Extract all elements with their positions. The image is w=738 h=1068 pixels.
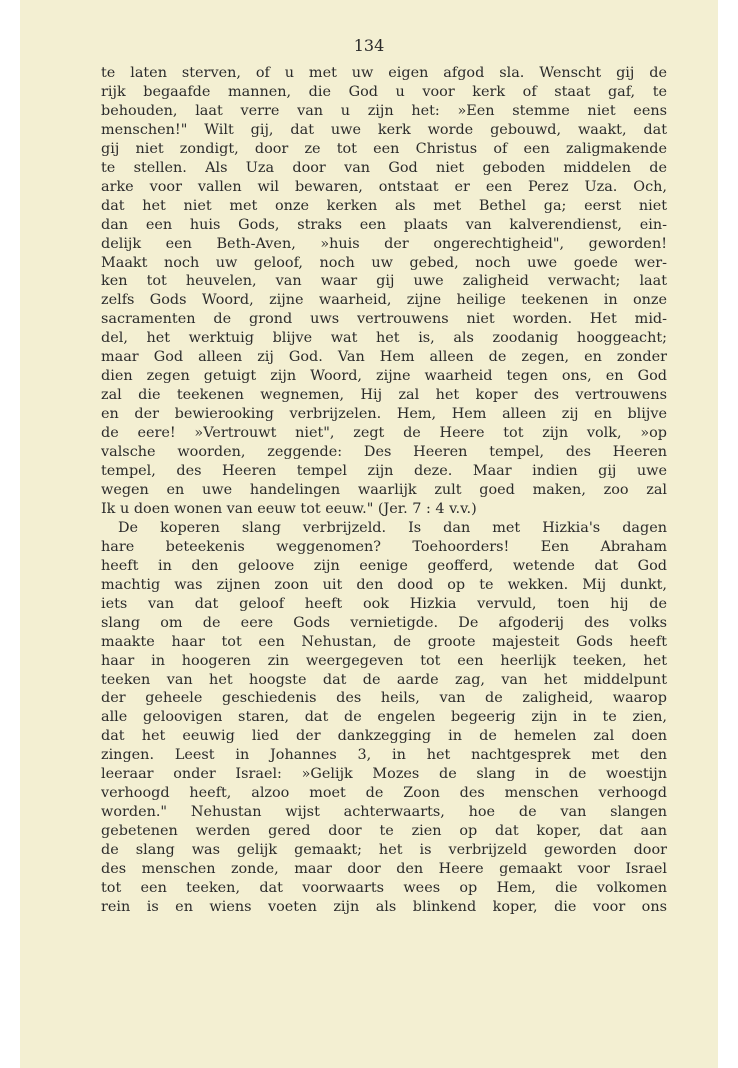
- text-line: en der bewierooking verbrijzelen. Hem, Hem alleen zij en blijve: [101, 406, 667, 423]
- text-line: verhoogd heeft, alzoo moet de Zoon des menschen verhoogd: [101, 785, 667, 802]
- text-line: dat het niet met onze kerken als met Bethel ga; eerst niet: [101, 197, 667, 214]
- text-line: maakte haar tot een Nehustan, de groote majesteit Gods heeft: [101, 633, 667, 650]
- text-line: zingen. Leest in Johannes 3, in het nachtgesprek met den: [101, 747, 667, 764]
- text-line: der geheele geschiedenis des heils, van de zaligheid, waarop: [101, 690, 667, 707]
- paragraph-first-line: De koperen slang verbrijzeld. Is dan met Hizkia's dagen: [118, 519, 667, 536]
- book-page: [20, 0, 718, 1068]
- body-text: [101, 64, 667, 917]
- text-line: dan een huis Gods, straks een plaats van kalverendienst, ein-: [101, 216, 667, 233]
- text-line: te laten sterven, of u met uw eigen afgod sla. Wenscht gij de: [101, 65, 667, 81]
- text-line: maar God alleen zij God. Van Hem alleen de zegen, en zonder: [101, 349, 667, 366]
- text-line: rein is en wiens voeten zijn als blinkend koper, die voor ons: [101, 898, 667, 915]
- text-line: iets van dat geloof heeft ook Hizkia vervuld, toen hij de: [101, 595, 667, 612]
- text-line: dat het eeuwig lied der dankzegging in de hemelen zal doen: [101, 728, 667, 745]
- page-number: 134: [353, 36, 385, 55]
- text-line: zal die teekenen wegnemen, Hij zal het koper des vertrouwens: [101, 387, 667, 404]
- text-line: hare beteekenis weggenomen? Toehoorders! Een Abraham: [101, 538, 667, 555]
- text-line: machtig was zijnen zoon uit den dood op te wekken. Mij dunkt,: [101, 576, 667, 593]
- text-line: de eere! »Vertrouwt niet", zegt de Heere tot zijn volk, »op: [101, 425, 667, 442]
- text-line: tot een teeken, dat voorwaarts wees op Hem, die volkomen: [101, 879, 667, 896]
- text-line: ken tot heuvelen, van waar gij uwe zaligheid verwacht; laat: [101, 273, 667, 290]
- text-line: tempel, des Heeren tempel zijn deze. Maar indien gij uwe: [101, 463, 667, 480]
- text-line: del, het werktuig blijve wat het is, als zoodanig hooggeacht;: [101, 330, 667, 347]
- text-line: slang om de eere Gods vernietigde. De afgoderij des volks: [101, 614, 667, 631]
- text-line: gij niet zondigt, door ze tot een Christus of een zaligmakende: [101, 140, 667, 157]
- text-line: wegen en uwe handelingen waarlijk zult goed maken, zoo zal: [101, 481, 667, 498]
- text-line: worden." Nehustan wijst achterwaarts, hoe de van slangen: [101, 804, 667, 821]
- text-line: teeken van het hoogste dat de aarde zag, van het middelpunt: [101, 671, 667, 688]
- text-line: Ik u doen wonen van eeuw tot eeuw." (Jer. 7 : 4 v.v.): [101, 500, 477, 517]
- text-line: valsche woorden, zeggende: Des Heeren tempel, des Heeren: [101, 444, 667, 461]
- text-line: delijk een Beth-Aven, »huis der ongerechtigheid", geworden!: [101, 235, 667, 252]
- text-line: behouden, laat verre van u zijn het: »Een stemme niet eens: [101, 102, 667, 119]
- text-line: rijk begaafde mannen, die God u voor kerk of staat gaf, te: [101, 83, 667, 100]
- text-line: Maakt noch uw geloof, noch uw gebed, noch uwe goede wer-: [101, 254, 667, 271]
- text-line: sacramenten de grond uws vertrouwens niet worden. Het mid-: [101, 311, 667, 328]
- text-line: menschen!" Wilt gij, dat uwe kerk worde gebouwd, waakt, dat: [101, 121, 667, 138]
- text-line: zelfs Gods Woord, zijne waarheid, zijne heilige teekenen in onze: [101, 292, 667, 309]
- text-line: gebetenen werden gered door te zien op dat koper, dat aan: [101, 823, 667, 840]
- text-line: alle geloovigen staren, dat de engelen begeerig zijn in te zien,: [101, 709, 667, 726]
- text-line: arke voor vallen wil bewaren, ontstaat er een Perez Uza. Och,: [101, 178, 667, 195]
- text-line: te stellen. Als Uza door van God niet geboden middelen de: [101, 159, 667, 176]
- text-line: des menschen zonde, maar door den Heere gemaakt voor Israel: [101, 861, 667, 878]
- text-line: leeraar onder Israel: »Gelijk Mozes de slang in de woestijn: [101, 766, 667, 783]
- text-line: dien zegen getuigt zijn Woord, zijne waarheid tegen ons, en God: [101, 368, 667, 385]
- text-line: de slang was gelijk gemaakt; het is verbrijzeld geworden door: [101, 842, 667, 859]
- text-line: haar in hoogeren zin weergegeven tot een heerlijk teeken, het: [101, 652, 667, 669]
- text-line: heeft in den geloove zijn eenige geofferd, wetende dat God: [101, 557, 667, 574]
